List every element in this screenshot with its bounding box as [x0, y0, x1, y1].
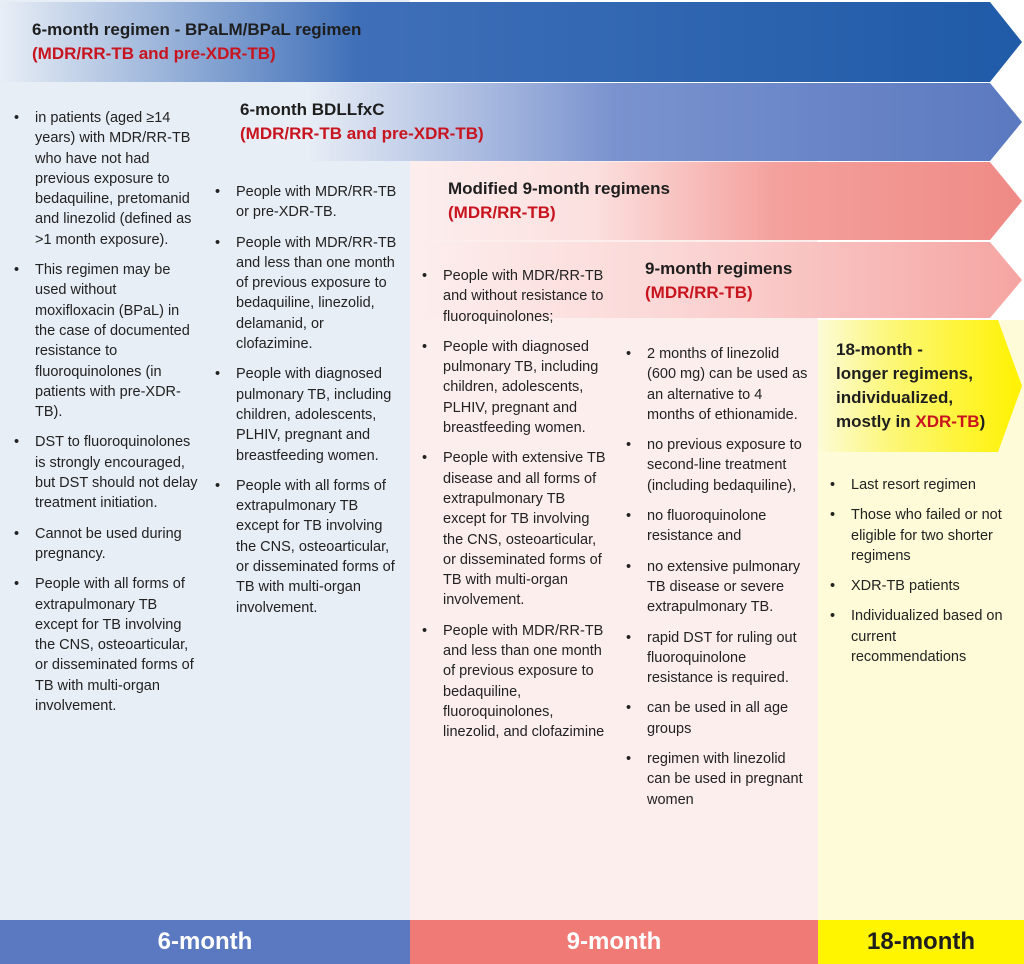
list-item-text: People with all forms of extrapulmonary TB except for TB involving the CNS, osteoarticular, or disseminated forms of TB with multi-organ involvement.: [236, 477, 395, 616]
list-item-text: XDR-TB patients: [851, 578, 960, 595]
bullet-icon: •: [14, 262, 20, 279]
eighteen-title-line2: longer regimens,: [836, 364, 973, 383]
list-item-text: Last resort regimen: [851, 477, 976, 493]
list-item-text: rapid DST for ruling out fluoroquinolone resistance is required.: [647, 629, 797, 687]
list-item-text: People with diagnosed pulmonary TB, including children, adolescents, PLHIV, pregnant and breastfeeding women.: [443, 338, 599, 437]
bullet-icon: •: [215, 366, 221, 383]
list-item-text: no extensive pulmonary TB disease or severe extrapulmonary TB.: [647, 558, 801, 616]
eighteen-title-line3: individualized,: [836, 388, 954, 407]
bpalm-subtitle: (MDR/RR-TB and pre-XDR-TB): [32, 44, 276, 63]
list-item: [626, 435, 810, 496]
nine-month-list: [626, 344, 810, 820]
footer-six-month: 6-month: [0, 920, 410, 964]
list-item-text: DST to fluoroquinolones is strongly encouraged, but DST should not delay treatment initiation.: [35, 434, 198, 512]
bdllfxc-title: 6-month BDLLfxC: [240, 100, 385, 119]
bullet-icon: •: [14, 576, 20, 593]
list-item: [215, 182, 400, 223]
list-item: [215, 476, 400, 618]
bdllfxc-list: [215, 182, 400, 628]
bullet-icon: •: [422, 268, 428, 284]
list-item-text: 2 months of linezolid (600 mg) can be used as an alternative to 4 months of ethionamide.: [647, 346, 808, 423]
bullet-icon: •: [422, 622, 428, 639]
bullet-icon: •: [830, 477, 836, 493]
list-item-text: People with MDR/RR-TB and without resistance to fluoroquinolones;: [443, 268, 604, 325]
list-item: [215, 364, 400, 465]
list-item: [830, 576, 1010, 596]
list-item-text: Cannot be used during pregnancy.: [35, 525, 182, 562]
list-item-text: no fluoroquinolone resistance and: [647, 508, 767, 545]
bullet-icon: •: [626, 558, 632, 575]
list-item: [830, 475, 1010, 495]
bullet-icon: •: [422, 338, 428, 355]
eighteen-title-line4: [836, 410, 985, 434]
bullet-icon: •: [215, 184, 221, 200]
footer-nine-month: 9-month: [410, 920, 818, 964]
list-item: [626, 628, 810, 689]
list-item: [830, 606, 1010, 667]
list-item-text: can be used in all age groups: [647, 700, 789, 737]
list-item: [14, 574, 198, 716]
list-item: [14, 260, 198, 422]
list-item-text: People with diagnosed pulmonary TB, including children, adolescents, PLHIV, pregnant and breastfeeding women.: [236, 366, 392, 464]
list-item-text: Those who failed or not eligible for two shorter regimens: [851, 507, 1002, 564]
list-item: [14, 432, 198, 513]
list-item: [422, 266, 607, 327]
list-item: [626, 557, 810, 618]
bullet-icon: •: [626, 437, 632, 454]
bdllfxc-subtitle: (MDR/RR-TB and pre-XDR-TB): [240, 124, 484, 143]
list-item: [215, 233, 400, 355]
list-item: [626, 344, 810, 425]
list-item-text: Individualized based on current recommendations: [851, 608, 1003, 666]
list-item: [626, 698, 810, 739]
eighteen-title-prefix: mostly in: [836, 412, 916, 431]
bullet-icon: •: [215, 477, 221, 494]
bullet-icon: •: [626, 508, 632, 525]
eighteen-title-xdr: XDR-TB: [915, 412, 980, 431]
list-item-text: regimen with linezolid can be used in pregnant women: [647, 751, 803, 808]
bullet-icon: •: [830, 507, 836, 524]
modified9-list: [422, 266, 607, 753]
list-item-text: People with all forms of extrapulmonary TB except for TB involving the CNS, osteoarticular, or disseminated forms of TB with multi-organ involvement.: [35, 576, 194, 715]
list-item: [422, 337, 607, 438]
eighteen-month-list: [830, 475, 1010, 677]
bullet-icon: •: [14, 110, 20, 126]
list-item: [14, 108, 198, 250]
list-item: [830, 505, 1010, 566]
bullet-icon: •: [626, 751, 632, 768]
list-item-text: no previous exposure to second-line treatment (including bedaquiline),: [647, 437, 802, 494]
nine-month-subtitle: (MDR/RR-TB): [645, 283, 753, 302]
bullet-icon: •: [14, 434, 20, 451]
list-item-text: People with MDR/RR-TB or pre-XDR-TB.: [236, 184, 397, 221]
list-item-text: People with MDR/RR-TB and less than one month of previous exposure to bedaquiline, linezolid, delamanid, or clofazimine.: [236, 234, 397, 353]
eighteen-title-line1: 18-month -: [836, 340, 923, 359]
list-item-text: People with extensive TB disease and all forms of extrapulmonary TB except for TB involving the CNS, osteoarticular, or disseminated forms of TB with multi-organ involvement.: [443, 450, 606, 609]
bpalm-title: 6-month regimen - BPaLM/BPaL regimen: [32, 20, 362, 39]
eighteen-title-suffix: ): [979, 412, 986, 431]
modified9-title: Modified 9-month regimens: [448, 179, 670, 198]
list-item-text: This regimen may be used without moxifloxacin (BPaL) in the case of documented resistance to fluoroquinolones (in patients with pre-XDR-TB).: [35, 262, 190, 421]
bpalm-list: [14, 108, 198, 726]
eighteen-month-title: [836, 338, 985, 434]
list-item-text: People with MDR/RR-TB and less than one month of previous exposure to bedaquiline, fluoroquinolones, linezolid, and clofazimine: [443, 622, 605, 741]
list-item: [626, 506, 810, 547]
bullet-icon: •: [830, 608, 836, 625]
bullet-icon: •: [626, 700, 632, 717]
bullet-icon: •: [626, 346, 632, 362]
list-item: [626, 749, 810, 810]
bullet-icon: •: [422, 450, 428, 467]
list-item: [422, 448, 607, 610]
modified9-subtitle: (MDR/RR-TB): [448, 203, 556, 222]
list-item: [14, 524, 198, 565]
list-item: [422, 621, 607, 743]
nine-month-title: 9-month regimens: [645, 259, 793, 278]
list-item-text: in patients (aged ≥14 years) with MDR/RR-TB who have not had previous exposure to bedaquiline, pretomanid and linezolid (defined as >1 month exposure).: [35, 110, 192, 248]
bullet-icon: •: [830, 578, 836, 595]
footer-eighteen-month: 18-month: [818, 920, 1024, 964]
bullet-icon: •: [215, 234, 221, 251]
bullet-icon: •: [626, 629, 632, 646]
bullet-icon: •: [14, 525, 20, 542]
